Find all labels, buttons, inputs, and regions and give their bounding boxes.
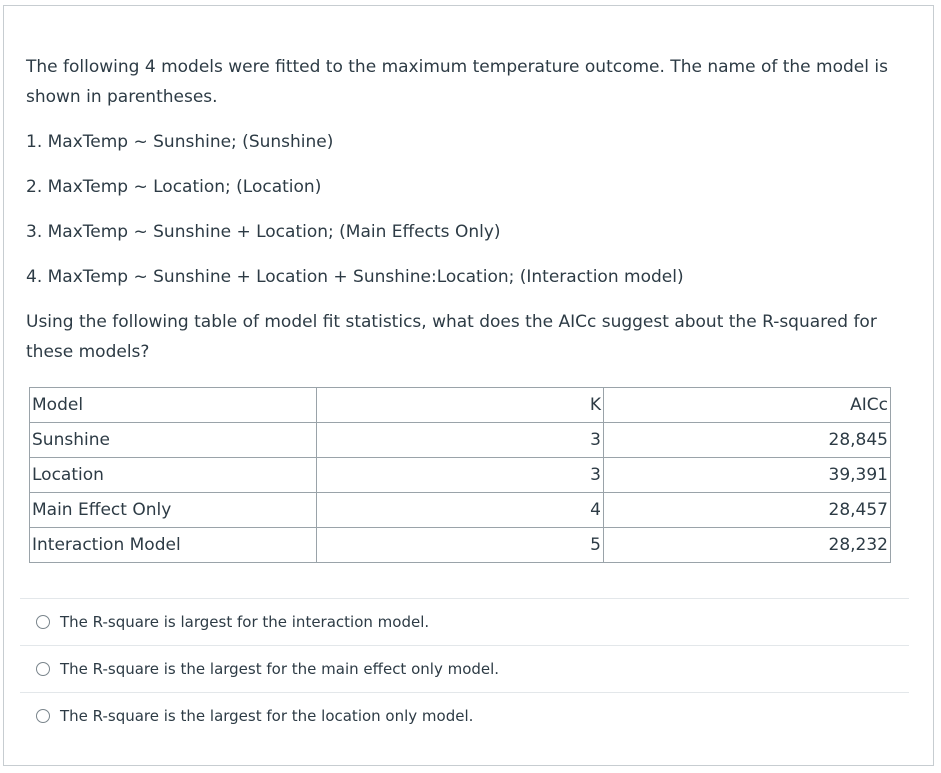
question-text xyxy=(26,52,911,367)
answer-list xyxy=(20,598,909,739)
model-fit-table xyxy=(29,387,891,563)
answer-label: The R-square is largest for the interaction model. xyxy=(60,613,430,631)
cell-model: Location xyxy=(30,458,317,493)
answer-label: The R-square is the largest for the main effect only model. xyxy=(60,660,500,678)
model-line-2: 2. MaxTemp ~ Location; (Location) xyxy=(26,177,322,197)
cell-k: 4 xyxy=(317,493,604,528)
cell-k: 5 xyxy=(317,528,604,563)
cell-k: 3 xyxy=(317,423,604,458)
table-header-row xyxy=(30,388,891,423)
cell-model: Main Effect Only xyxy=(30,493,317,528)
radio-button-icon[interactable] xyxy=(36,709,50,723)
cell-model: Sunshine xyxy=(30,423,317,458)
radio-button-icon[interactable] xyxy=(36,615,50,629)
answer-option-1[interactable] xyxy=(20,598,909,645)
header-model: Model xyxy=(30,388,317,423)
cell-aicc: 28,232 xyxy=(604,528,891,563)
answer-option-2[interactable] xyxy=(20,645,909,692)
model-line-4: 4. MaxTemp ~ Sunshine + Location + Sunshine:Location; (Interaction model) xyxy=(26,267,684,287)
table-row xyxy=(30,528,891,563)
answer-label: The R-square is the largest for the location only model. xyxy=(60,707,474,725)
question-intro: The following 4 models were fitted to the maximum temperature outcome. The name of the model is shown in parentheses. xyxy=(26,57,888,107)
cell-aicc: 39,391 xyxy=(604,458,891,493)
cell-k: 3 xyxy=(317,458,604,493)
table-row xyxy=(30,493,891,528)
radio-button-icon[interactable] xyxy=(36,662,50,676)
cell-model: Interaction Model xyxy=(30,528,317,563)
header-k: K xyxy=(317,388,604,423)
cell-aicc: 28,845 xyxy=(604,423,891,458)
model-line-1: 1. MaxTemp ~ Sunshine; (Sunshine) xyxy=(26,132,334,152)
question-prompt: Using the following table of model fit statistics, what does the AICc suggest about the R-squared for these models? xyxy=(26,312,877,362)
table-row xyxy=(30,423,891,458)
cell-aicc: 28,457 xyxy=(604,493,891,528)
header-aicc: AICc xyxy=(604,388,891,423)
model-line-3: 3. MaxTemp ~ Sunshine + Location; (Main Effects Only) xyxy=(26,222,501,242)
table-row xyxy=(30,458,891,493)
answer-option-3[interactable] xyxy=(20,692,909,739)
